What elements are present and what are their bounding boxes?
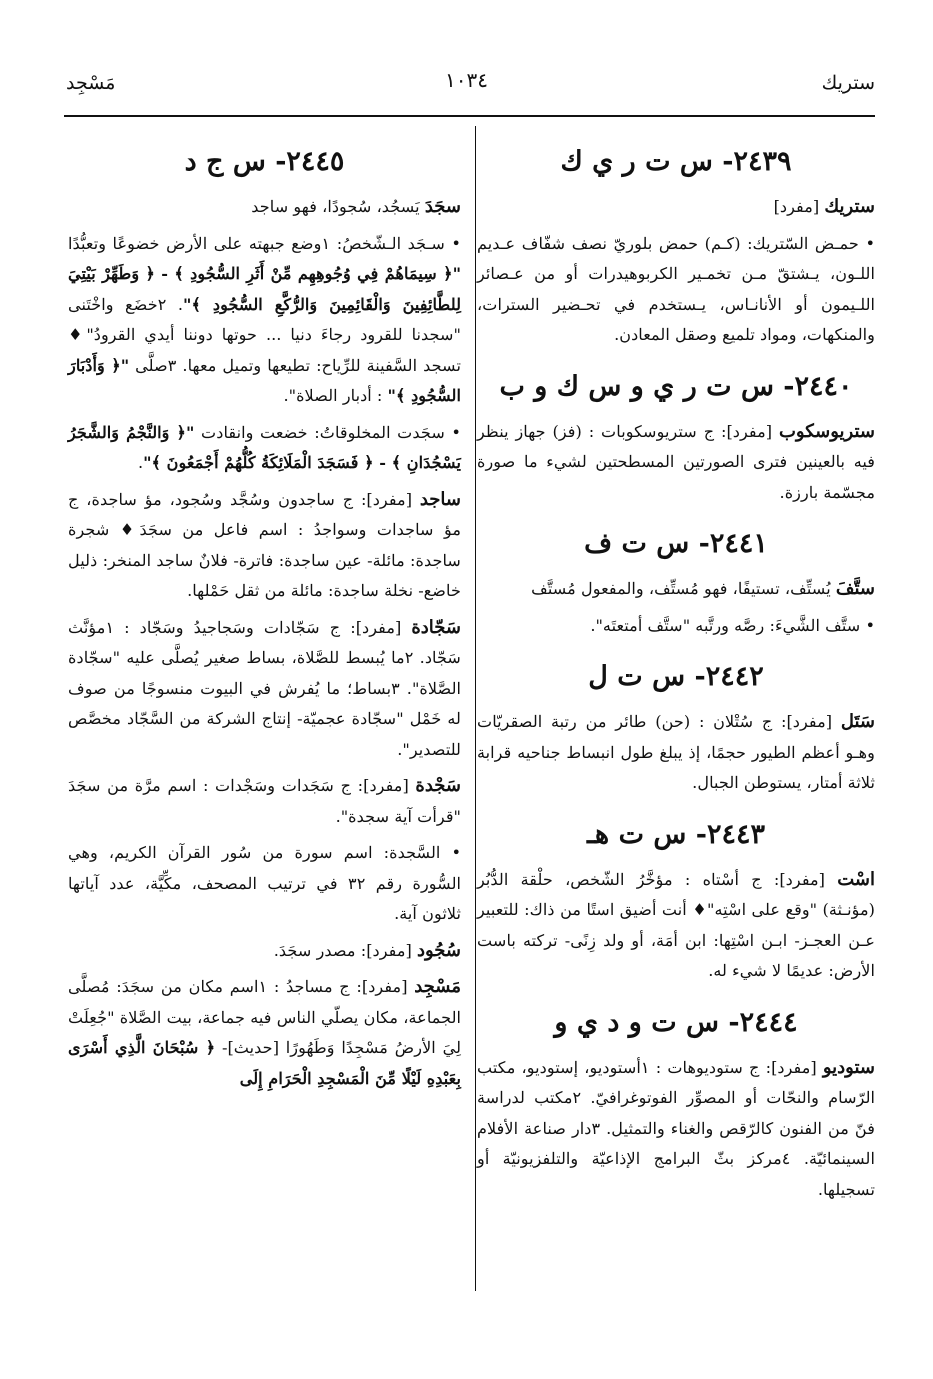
root-heading-2443: ٢٤٤٣- س ت هـ: [587, 818, 765, 850]
page-number: ١٠٣٤: [445, 68, 488, 92]
definition: [مفرد]: مصدر سجَدَ.: [273, 940, 417, 960]
headword: سَجْدة: [415, 775, 461, 796]
entry-2441: [477, 574, 875, 605]
header-first-word: ستريك: [821, 72, 875, 94]
quran-quote: "﴿ وَالنَّجْمُ وَالشَّجَرُ يَسْجُدَانِ ﴾ - ﴿ فَسَجَدَ الْمَلَائِكَةُ كُلُّهُمْ أَجْمَعُونَ ﴾": [68, 422, 461, 472]
definition: [مفرد]: ج سُتْلان : (حن) طائر من رتبة الصقريّات وهـو أعظم الطيور حجمًا، إذ يبلغ طول انبساط جناحيه قرابة ثلاثة أمتار، يستوطن الجبال.: [477, 712, 875, 792]
entry-2439-headword: [477, 192, 875, 223]
entry-sajada-sense-1: [68, 229, 461, 412]
entry-sajda: [68, 771, 461, 832]
headword: ستريك: [824, 196, 875, 217]
entry-sajda-sense: • السَّجدة: اسم سورة من سُور القرآن الكريم، وهي السُّورة رقم ٣٢ في ترتيب المصحف، مكِّيَّة، عدد آياتها ثلاثون آية.: [68, 843, 461, 923]
column-divider: [475, 126, 476, 1291]
entry-2439-sense: • حمـض السّتريك: (كـم) حمض بلوريّ نصف شفّاف عـديم اللـون، يـشتقّ مـن تخمـير الكربوهيدرات أو من عـصائر اللـيمون أو الأنانـاس، يـستخدم في تحـضير السترات، والمنكهات، ومواد تلميع وصقل المعادن.: [477, 233, 875, 344]
definition: [مفرد]: ج أسْتاه : مؤخَّرُ الشّخص، حلْقة الدُّبُر (مؤنـثة) "وقع على اسْتِه"♦ أنت أضيق استًا من ذاك: للتعبير عـن العجـز- ابـن اسْتِها: ابن أمَة، أو ولد زِنًى- تركته باست الأرض: عديمًا لا شيء له.: [477, 869, 875, 980]
quran-quote: ﴿ سُبْحَانَ الَّذِي أَسْرَى بِعَبْدِهِ لَيْلًا مِّنَ الْمَسْجِدِ الْحَرَامِ إِلَى: [68, 1038, 461, 1088]
root-heading-2441: ٢٤٤١- س ت ف: [584, 528, 768, 559]
headword: ساجد: [419, 488, 461, 510]
headword: سجَدَ: [424, 196, 461, 217]
headword: ستَّفَ: [835, 578, 875, 599]
entry-sajada: [68, 192, 461, 223]
root-heading-2440: ٢٤٤٠- س ت ر ي و س ك و ب: [499, 370, 853, 402]
definition: [مفرد]: ج ستريوسكوبات : (فز) جهاز ينظر فيه بالعينين فترى الصورتين المسطحتين لشيء ما صورة مجسّمة بارزة.: [477, 421, 875, 502]
entry-sajid: [68, 485, 461, 607]
headword: سَتَل: [840, 711, 875, 732]
entry-2442: [477, 707, 875, 799]
definition: [مفرد]: ج ستوديوهات : ١أستوديو، إستوديو، مكتب الرّسام والنحّات أو المصوِّر الفوتوغرافيّ. ٢مكتب لدراسة فنّ من الفنون كالرّقص والغناء والتمثيل. ٣دار صناعة الأفلام السينمائيّة. ٤مركز بثّ البرامج الإذاعيّة والتلفزيونيّة أو تسجيلها.: [477, 1057, 876, 1199]
entry-2440: [477, 417, 875, 509]
entry-2443: [477, 865, 875, 987]
headword: ستريوسكوب: [778, 420, 875, 442]
right-column: [477, 138, 875, 1211]
headword-tag: [مفرد]: [773, 197, 825, 216]
sense-text: .: [137, 453, 144, 472]
entry-sajjada: [68, 613, 461, 766]
entry-sajada-sense-2: [68, 418, 461, 479]
entry-masjid: [68, 972, 461, 1094]
sense-text: • سجَدت المخلوقاتُ: خضعت وانقادت: [194, 422, 461, 442]
left-column: [68, 138, 461, 1100]
root-heading-2444: ٢٤٤٤- س ت و د ي و: [554, 1006, 798, 1038]
header-last-word: مَسْجِد: [66, 72, 116, 94]
definition: [مفرد]: ج مساجدُ : ١اسم مكان من سجَدَ: مُصلَّى الجماعة، مكان يصلّي الناس فيه جماعة، بيت الصَّلاة "جُعِلَتْ لِيَ الأرضُ مَسْجِدًا وَطَهُورًا [حديث]-: [68, 977, 461, 1057]
conjugation: يَسجُد، سُجودًا، فهو ساجد: [251, 197, 425, 216]
headword: ستوديو: [822, 1056, 875, 1078]
root-heading-2442: ٢٤٤٢- س ت ل: [588, 661, 764, 692]
definition: [مفرد]: ج سَجّادات وسَجاجيدُ وسَجّاد : ١مؤنَّث سَجّاد. ٢ما يُبسط للصَّلاة، بساط صغير يُصلَّى عليه "سجّادة الصَّلاة". ٣بساط؛ ما يُفرش في البيوت منسوجًا من صوف له خَمْل "سجّادة عجميّة- إنتاج الشركة من السَّجّاد مخصَّص للتصدير".: [68, 617, 461, 759]
entry-2444: [477, 1053, 875, 1206]
headword: سُجُود: [416, 939, 461, 961]
headword: اسْت: [837, 868, 875, 890]
quran-quote: "﴿ وَأَدْبَارَ السُّجُودِ ﴾": [68, 355, 461, 405]
sense-text: : أدبار الصلاة".: [283, 386, 388, 405]
root-heading-2439: ٢٤٣٩- س ت ر ي ك: [560, 146, 792, 177]
definition: [مفرد]: ج سَجَدات وسَجْدات : اسم مرَّة من سجَدَ "قرأت آية سجدة".: [68, 776, 461, 826]
quran-quote: "﴿ سِيمَاهُمْ فِي وُجُوهِهِم مِّنْ أَثَرِ السُّجُودِ ﴾ - ﴿ وَطَهِّرْ بَيْتِيَ لِلطَّائِفِينَ وَالْقَائِمِينَ وَالرُّكَّعِ السُّجُودِ ﴾": [68, 264, 461, 314]
sense-text: . ٢خضَع واخْتَنى "سجدنا للقرود رجاءَ دنيا ... حوتها دوننا أيدي القرودُ"♦ تسجد السَّفينة للرِّياح: تطيعها وتميل معها. ٣صلَّى: [68, 294, 461, 375]
headword: مَسْجِد: [414, 976, 461, 997]
entry-2441-sense: • ستَّف الشَّيءَ: رصَّه ورتَّبه "ستَّف أمتعتَه".: [590, 615, 875, 635]
definition: [مفرد]: ج ساجدون وسُجَّد وسُجود، مؤ ساجدة، ج مؤ ساجدات وسواجدُ : اسم فاعل من سجَدَ♦ شجرة ساجدة: مائلة- عين ساجدة: فاترة- فلانٌ ساجد المنخر: ذليل خاضع- نخلة ساجدة: مائلة من ثقل حَمْلها.: [68, 489, 461, 600]
root-heading-2445: ٢٤٤٥- س ج د: [184, 146, 345, 177]
headword: سَجّادة: [411, 616, 461, 638]
sense-text: • سـجَد الـشّخصُ: ١وضع جبهته على الأرض خضوعًا وتعبُّدًا: [68, 233, 461, 253]
header-rule: [64, 115, 875, 117]
conjugation: يُستِّف، تستيفًا، فهو مُستِّف، والمفعول مُستَّف: [531, 579, 836, 598]
entry-sujud: [68, 936, 461, 967]
